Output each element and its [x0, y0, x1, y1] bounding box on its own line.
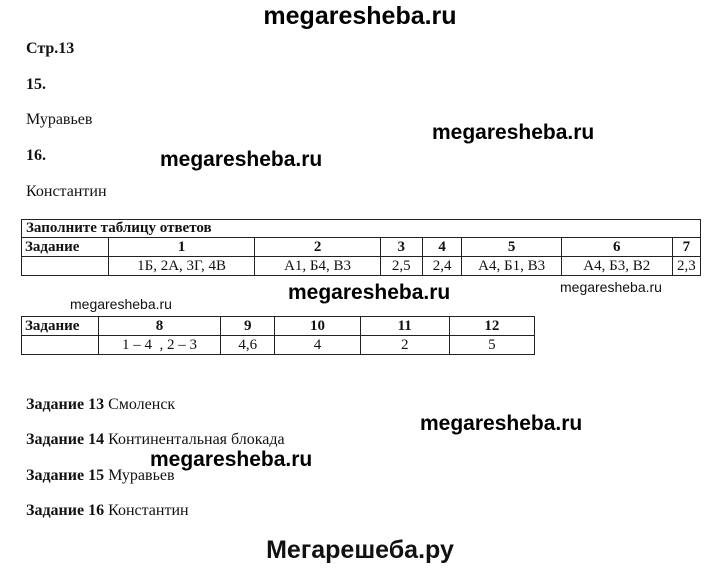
- answer-label: Задание 14: [26, 431, 105, 448]
- answer-label: Задание 16: [26, 502, 105, 519]
- table-2-empty-cell: [22, 336, 99, 355]
- table-2-header: 12: [449, 317, 534, 336]
- table-2-header: 11: [360, 317, 449, 336]
- table-1-header: 6: [561, 238, 672, 257]
- answer-label: Задание 13: [26, 396, 105, 413]
- table-1-cell: А4, Б1, В3: [462, 257, 561, 276]
- table-1-cell: А1, Б4, В3: [255, 257, 381, 276]
- question-16-answer: Константин: [26, 183, 107, 200]
- watermark-small: megaresheba.ru: [70, 296, 172, 312]
- answer-text: Смоленск: [108, 396, 176, 413]
- table-1-cell: 2,4: [422, 257, 462, 276]
- watermark-top: megaresheba.ru: [263, 2, 457, 30]
- answer-16: [26, 502, 189, 520]
- answer-label: Задание 15: [26, 467, 105, 484]
- table-1-header: 1: [108, 238, 254, 257]
- table-1-cell: 2,5: [380, 257, 422, 276]
- table-2-cell: 5: [449, 336, 534, 355]
- watermark: megaresheba.ru: [160, 148, 323, 171]
- watermark: megaresheba.ru: [288, 281, 451, 304]
- table-1-cell: 2,3: [672, 257, 700, 276]
- table-1-header: 7: [672, 238, 700, 257]
- table-1-row-label: Задание: [22, 238, 109, 257]
- question-15-answer: Муравьев: [26, 111, 93, 128]
- table-2-cell: 1 – 4 , 2 – 3: [98, 336, 220, 355]
- question-15-number: 15.: [26, 76, 46, 93]
- answers-table-2: [21, 316, 535, 355]
- answer-15: [26, 467, 175, 485]
- watermark: megaresheba.ru: [432, 121, 595, 144]
- answer-13: [26, 396, 175, 414]
- answers-table-1: [21, 219, 701, 276]
- table-2-header: 9: [221, 317, 275, 336]
- answer-text: Континентальная блокада: [108, 431, 285, 448]
- question-16-number: 16.: [26, 147, 46, 164]
- table-2-cell: 4,6: [221, 336, 275, 355]
- table-2-row-label: Задание: [22, 317, 99, 336]
- table-1-header: 4: [422, 238, 462, 257]
- answer-text: Константин: [108, 502, 189, 519]
- table-2-header: 10: [275, 317, 360, 336]
- table-1-cell: 1Б, 2А, 3Г, 4В: [108, 257, 254, 276]
- table-1-header: 2: [255, 238, 381, 257]
- watermark-bottom: Мегарешеба.ру: [266, 536, 454, 564]
- table-1-title: Заполните таблицу ответов: [22, 220, 701, 238]
- table-1-cell: А4, Б3, В2: [561, 257, 672, 276]
- table-1-empty-cell: [22, 257, 109, 276]
- watermark: megaresheba.ru: [420, 412, 583, 435]
- answer-text: Муравьев: [108, 467, 175, 484]
- table-2-header: 8: [98, 317, 220, 336]
- watermark-small: megaresheba.ru: [560, 279, 662, 295]
- table-2-cell: 2: [360, 336, 449, 355]
- table-1-header: 5: [462, 238, 561, 257]
- watermark: megaresheba.ru: [150, 448, 313, 471]
- table-1-header: 3: [380, 238, 422, 257]
- page-label: Стр.13: [26, 40, 75, 57]
- table-2-cell: 4: [275, 336, 360, 355]
- answer-14: [26, 431, 285, 449]
